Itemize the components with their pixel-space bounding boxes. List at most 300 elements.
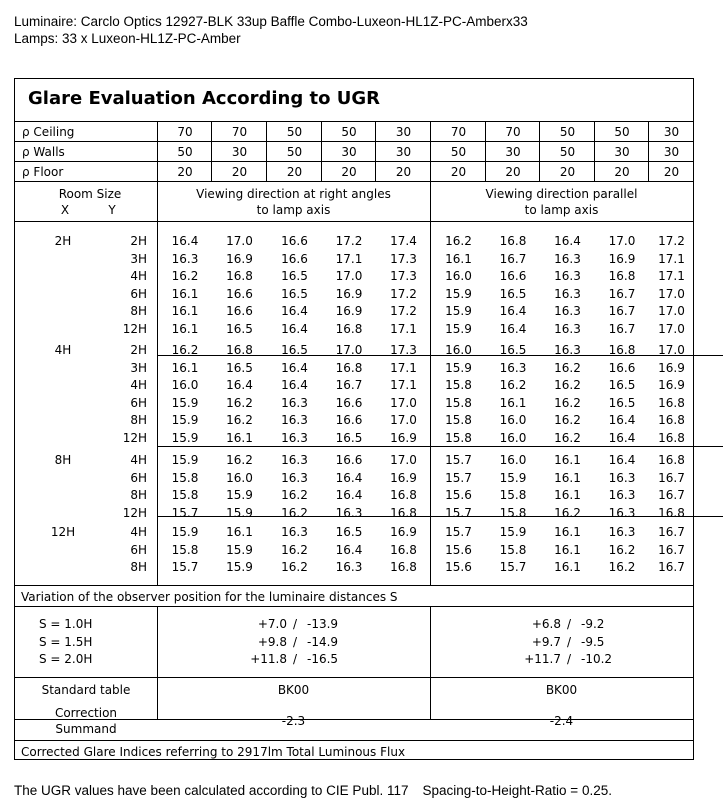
ugr-value: 17.2 [658, 234, 685, 248]
direction-parallel: Viewing direction parallel [485, 187, 638, 201]
distance-label: S = 1.5H [39, 634, 93, 649]
ugr-value: 16.7 [658, 542, 685, 557]
ugr-value: 16.4 [554, 234, 581, 248]
variation-parallel-plus: +9.7 [531, 634, 561, 649]
ugr-value: 16.6 [499, 269, 527, 284]
variation-right-plus: +7.0 [257, 617, 287, 631]
reflectance-value: 30 [341, 145, 357, 159]
ugr-value: 16.4 [281, 304, 308, 319]
ugr-value: 16.0 [499, 431, 527, 445]
room-y-value: 8H [130, 413, 147, 428]
room-y-value: 2H [130, 234, 147, 248]
ugr-value: 16.7 [335, 378, 363, 393]
ugr-value: 15.9 [226, 542, 253, 557]
ugr-value: 16.3 [281, 453, 308, 467]
ugr-value: 16.5 [335, 525, 363, 539]
reflectance-value: 20 [450, 165, 467, 179]
ugr-value: 16.5 [499, 343, 527, 357]
ugr-value: 17.3 [390, 251, 417, 266]
ugr-value: 16.6 [335, 395, 363, 410]
ugr-value: 16.3 [608, 488, 636, 503]
reflectance-value: 20 [177, 165, 193, 179]
ugr-value: 16.3 [281, 431, 308, 445]
ugr-value: 16.2 [608, 542, 636, 557]
ugr-value: 15.8 [445, 413, 472, 428]
variation-parallel-minus: -10.2 [581, 652, 613, 666]
variation-label: Variation of the observer position for the luminaire distances S [21, 590, 398, 604]
x-label: X [60, 203, 70, 217]
ugr-value: 16.2 [554, 413, 581, 428]
ugr-value: 16.1 [226, 525, 253, 539]
ugr-value: 16.5 [335, 431, 363, 445]
variation-separator: / [566, 617, 572, 631]
ugr-value: 16.9 [658, 360, 685, 375]
column-line [157, 606, 158, 719]
column-line [430, 606, 431, 719]
ugr-value: 16.8 [226, 343, 253, 357]
ugr-value: 16.8 [335, 360, 363, 375]
ugr-value: 17.2 [335, 234, 363, 248]
variation-separator: / [292, 652, 298, 666]
ugr-value: 17.1 [658, 269, 685, 284]
ugr-value: 15.8 [499, 542, 527, 557]
ugr-value: 17.1 [390, 360, 417, 375]
ugr-value: 16.4 [608, 413, 636, 428]
ugr-value: 16.3 [171, 251, 199, 266]
ugr-value: 16.1 [554, 525, 581, 539]
ugr-value: 16.7 [658, 560, 685, 575]
ugr-value: 16.2 [281, 560, 308, 575]
ugr-value: 16.2 [281, 542, 308, 557]
ugr-value: 16.9 [658, 378, 685, 393]
reflectance-label: ρ Floor [22, 165, 64, 179]
standard-table-right: BK00 [277, 683, 310, 697]
ugr-value: 16.4 [608, 431, 636, 445]
ugr-value: 15.6 [445, 542, 472, 557]
ugr-value: 16.7 [608, 322, 636, 336]
ugr-value: 16.2 [554, 395, 581, 410]
standard-table-parallel: BK00 [545, 683, 578, 697]
ugr-value: 16.6 [281, 234, 308, 248]
room-x-value: 4H [54, 343, 72, 357]
ugr-value: 16.5 [281, 343, 308, 357]
room-y-value: 8H [130, 304, 147, 319]
room-x-value: 8H [54, 453, 72, 467]
reflectance-value: 50 [286, 125, 303, 139]
reflectance-value: 70 [231, 125, 248, 139]
ugr-value: 16.1 [226, 431, 253, 445]
ugr-value: 16.3 [608, 525, 636, 539]
ugr-value: 16.3 [554, 251, 581, 266]
ugr-value: 17.0 [390, 453, 417, 467]
table-title: Glare Evaluation According to UGR [28, 88, 380, 109]
ugr-value: 16.0 [445, 269, 472, 284]
reflectance-label: ρ Walls [22, 145, 65, 159]
ugr-value: 15.7 [171, 560, 199, 575]
ugr-value: 15.9 [445, 360, 472, 375]
ugr-value: 16.8 [390, 560, 417, 575]
ugr-value: 16.4 [281, 322, 308, 336]
ugr-value: 16.8 [608, 269, 636, 284]
ugr-value: 15.8 [171, 542, 199, 557]
ugr-value: 16.3 [281, 395, 308, 410]
ugr-value: 16.4 [499, 322, 527, 336]
ugr-value: 16.2 [499, 378, 527, 393]
ugr-value: 16.3 [554, 269, 581, 284]
ugr-value: 16.9 [335, 304, 363, 319]
rule-line [15, 677, 693, 678]
ugr-value: 16.8 [658, 395, 685, 410]
reflectance-value: 20 [341, 165, 357, 179]
ugr-value: 16.3 [281, 413, 308, 428]
ugr-value: 17.0 [335, 269, 363, 284]
ugr-value: 16.3 [554, 304, 581, 319]
reflectance-value: 50 [341, 125, 357, 139]
ugr-value: 17.0 [608, 234, 636, 248]
ugr-value: 16.8 [658, 505, 685, 520]
variation-right-plus: +9.8 [257, 634, 287, 649]
reflectance-value: 20 [395, 165, 412, 179]
reflectance-value: 50 [559, 145, 576, 159]
ugr-value: 15.9 [171, 453, 199, 467]
ugr-value: 16.2 [171, 343, 199, 357]
variation-parallel-plus: +11.7 [524, 652, 561, 666]
ugr-value: 16.8 [608, 343, 636, 357]
ugr-value: 15.7 [445, 453, 472, 467]
ugr-value: 15.7 [171, 505, 199, 520]
ugr-value: 17.4 [390, 234, 417, 248]
ugr-value: 16.5 [226, 322, 253, 336]
ugr-value: 16.5 [281, 269, 308, 284]
ugr-value: 16.5 [608, 378, 636, 393]
room-y-value: 6H [130, 470, 147, 485]
ugr-value: 16.6 [608, 360, 636, 375]
ugr-value: 15.8 [499, 488, 527, 503]
room-y-value: 2H [130, 343, 147, 357]
ugr-value: 16.3 [499, 360, 527, 375]
variation-parallel-plus: +6.8 [531, 617, 561, 631]
reflectance-value: 30 [395, 125, 412, 139]
reflectance-value: 20 [614, 165, 630, 179]
ugr-value: 16.2 [554, 360, 581, 375]
room-y-value: 3H [130, 360, 147, 375]
room-y-value: 4H [130, 453, 147, 467]
ugr-value: 15.9 [445, 286, 472, 301]
ugr-value: 16.2 [554, 378, 581, 393]
ugr-value: 16.1 [554, 560, 581, 575]
room-y-value: 4H [130, 269, 147, 284]
ugr-value: 15.9 [226, 488, 253, 503]
ugr-value: 16.3 [335, 505, 363, 520]
reflectance-value: 50 [559, 125, 576, 139]
reflectance-value: 50 [614, 125, 630, 139]
distance-label: S = 1.0H [39, 617, 93, 631]
ugr-value: 15.9 [171, 413, 199, 428]
ugr-value: 16.3 [608, 470, 636, 485]
ugr-value: 16.2 [281, 505, 308, 520]
ugr-value: 16.2 [608, 560, 636, 575]
variation-right-minus: -13.9 [307, 617, 339, 631]
ugr-value: 16.9 [608, 251, 636, 266]
ugr-value: 16.5 [608, 395, 636, 410]
room-y-value: 3H [130, 251, 147, 266]
room-y-value: 8H [130, 488, 147, 503]
reflectance-value: 30 [663, 125, 680, 139]
ugr-value: 16.2 [445, 234, 472, 248]
ugr-value: 17.2 [390, 304, 417, 319]
reflectance-value: 50 [177, 145, 193, 159]
room-x-value: 2H [54, 234, 72, 248]
variation-right-plus: +11.8 [250, 652, 287, 666]
ugr-value: 15.7 [445, 470, 472, 485]
ugr-value: 16.1 [499, 395, 527, 410]
reflectance-value: 30 [231, 145, 248, 159]
ugr-value: 15.6 [445, 488, 472, 503]
ugr-value: 16.1 [554, 542, 581, 557]
ugr-value: 17.0 [658, 304, 685, 319]
ugr-calc-note: The UGR values have been calculated according to CIE Publ. 117 [14, 783, 409, 798]
ugr-value: 16.9 [390, 470, 417, 485]
ugr-value: 15.8 [171, 470, 199, 485]
reflectance-value: 70 [505, 125, 521, 139]
ugr-value: 16.5 [281, 286, 308, 301]
room-y-value: 4H [130, 525, 147, 539]
ugr-value: 16.6 [335, 453, 363, 467]
ugr-value: 16.7 [608, 304, 636, 319]
rule-line [15, 141, 693, 142]
reflectance-value: 30 [663, 145, 680, 159]
ugr-value: 16.1 [171, 286, 199, 301]
ugr-value: 17.2 [390, 286, 417, 301]
ugr-value: 16.8 [390, 505, 417, 520]
direction-right-angles: Viewing direction at right angles [196, 187, 391, 201]
ugr-value: 16.1 [554, 488, 581, 503]
room-y-value: 12H [122, 431, 147, 445]
reflectance-value: 20 [663, 165, 680, 179]
ugr-value: 16.7 [658, 488, 685, 503]
ugr-value: 16.8 [390, 488, 417, 503]
ugr-value: 16.0 [226, 470, 253, 485]
variation-separator: / [566, 652, 572, 666]
ugr-value: 16.1 [171, 322, 199, 336]
ugr-value: 15.8 [445, 378, 472, 393]
ugr-value: 15.9 [499, 470, 527, 485]
ugr-value: 17.1 [390, 322, 417, 336]
ugr-value: 16.6 [226, 286, 253, 301]
room-size-label: Room Size [58, 187, 122, 201]
ugr-value: 16.7 [658, 470, 685, 485]
ugr-value: 17.1 [390, 378, 417, 393]
room-y-value: 8H [130, 560, 147, 575]
ugr-value: 16.4 [226, 378, 253, 393]
ugr-value: 17.1 [335, 251, 363, 266]
ugr-value: 16.0 [445, 343, 472, 357]
room-y-value: 12H [122, 322, 147, 336]
spacing-ratio: Spacing-to-Height-Ratio = 0.25. [422, 783, 612, 798]
ugr-value: 16.5 [499, 286, 527, 301]
ugr-value: 16.9 [390, 525, 417, 539]
ugr-value: 17.0 [390, 413, 417, 428]
rule-line [15, 606, 693, 607]
variation-parallel-minus: -9.2 [581, 617, 605, 631]
lamps-line: Lamps: 33 x Luxeon-HL1Z-PC-Amber [14, 31, 241, 46]
ugr-value: 16.2 [226, 413, 253, 428]
ugr-value: 16.0 [499, 453, 527, 467]
reflectance-value: 20 [505, 165, 521, 179]
ugr-value: 16.4 [608, 453, 636, 467]
room-y-value: 12H [122, 505, 147, 520]
ugr-value: 16.3 [554, 322, 581, 336]
ugr-value: 16.6 [335, 413, 363, 428]
variation-right-minus: -14.9 [307, 634, 339, 649]
rule-line [15, 221, 693, 222]
ugr-value: 16.8 [390, 542, 417, 557]
y-label: Y [108, 203, 116, 217]
ugr-value: 16.0 [171, 378, 199, 393]
ugr-value: 15.8 [445, 431, 472, 445]
ugr-value: 15.9 [171, 431, 199, 445]
rule-line [15, 585, 693, 586]
ugr-value: 15.7 [445, 525, 472, 539]
reflectance-label: ρ Ceiling [22, 125, 75, 139]
reflectance-value: 70 [177, 125, 193, 139]
room-y-value: 6H [130, 286, 147, 301]
ugr-value: 15.9 [499, 525, 527, 539]
rule-line [15, 161, 693, 162]
ugr-value: 16.9 [226, 251, 253, 266]
ugr-value: 15.6 [445, 560, 472, 575]
reflectance-value: 50 [286, 145, 303, 159]
ugr-value: 16.8 [335, 322, 363, 336]
ugr-value: 16.2 [554, 431, 581, 445]
reflectance-value: 20 [559, 165, 576, 179]
rule-line [15, 740, 693, 741]
reflectance-value: 30 [614, 145, 630, 159]
reflectance-value: 30 [395, 145, 412, 159]
ugr-value: 17.0 [335, 343, 363, 357]
rule-line [15, 121, 693, 122]
ugr-value: 16.4 [171, 234, 199, 248]
ugr-value: 16.8 [226, 269, 253, 284]
correction-label: Correction [54, 706, 118, 720]
rule-line [15, 181, 693, 182]
ugr-value: 16.2 [171, 269, 199, 284]
ugr-value: 16.1 [554, 453, 581, 467]
ugr-value: 17.0 [658, 286, 685, 301]
ugr-value: 16.4 [335, 488, 363, 503]
ugr-value: 16.2 [226, 395, 253, 410]
ugr-value: 16.2 [554, 505, 581, 520]
ugr-value: 16.4 [335, 470, 363, 485]
luminaire-line: Luminaire: Carclo Optics 12927-BLK 33up Baffle Combo-Luxeon-HL1Z-PC-Amberx33 [14, 14, 528, 29]
ugr-value: 16.3 [608, 505, 636, 520]
ugr-value: 16.6 [226, 304, 253, 319]
ugr-value: 15.8 [171, 488, 199, 503]
ugr-value: 16.0 [499, 413, 527, 428]
ugr-table [14, 78, 694, 760]
distance-label: S = 2.0H [39, 652, 93, 666]
ugr-value: 16.1 [171, 360, 199, 375]
ugr-value: 17.0 [390, 395, 417, 410]
correction-right: -2.3 [281, 714, 306, 728]
ugr-value: 17.1 [658, 251, 685, 266]
ugr-value: 16.8 [499, 234, 527, 248]
ugr-value: 16.4 [499, 304, 527, 319]
ugr-value: 15.9 [226, 560, 253, 575]
standard-table-label: Standard table [41, 683, 131, 697]
ugr-value: 16.3 [335, 560, 363, 575]
ugr-value: 16.3 [554, 343, 581, 357]
reflectance-value: 30 [505, 145, 521, 159]
ugr-value: 17.0 [658, 322, 685, 336]
ugr-value: 16.3 [554, 286, 581, 301]
variation-separator: / [292, 634, 298, 649]
flux-note: Corrected Glare Indices referring to 2917lm Total Luminous Flux [21, 745, 406, 759]
variation-separator: / [292, 617, 298, 631]
ugr-value: 16.6 [281, 251, 308, 266]
variation-separator: / [566, 634, 572, 649]
ugr-value: 16.3 [281, 470, 308, 485]
ugr-value: 15.9 [171, 525, 199, 539]
ugr-value: 16.7 [658, 525, 685, 539]
ugr-value: 16.4 [335, 542, 363, 557]
footer [14, 783, 612, 798]
ugr-value: 15.9 [171, 395, 199, 410]
ugr-value: 16.1 [445, 251, 472, 266]
ugr-value: 17.3 [390, 343, 417, 357]
ugr-value: 16.9 [335, 286, 363, 301]
room-y-value: 6H [130, 542, 147, 557]
ugr-value: 16.8 [658, 453, 685, 467]
room-y-value: 6H [130, 395, 147, 410]
ugr-value: 16.8 [658, 431, 685, 445]
ugr-value: 16.4 [281, 378, 308, 393]
ugr-value: 15.9 [445, 304, 472, 319]
ugr-value: 17.0 [658, 343, 685, 357]
room-y-value: 4H [130, 378, 147, 393]
reflectance-value: 20 [231, 165, 248, 179]
correction-label: Summand [55, 722, 117, 736]
variation-parallel-minus: -9.5 [581, 634, 605, 649]
direction-parallel: to lamp axis [524, 203, 599, 217]
ugr-value: 17.0 [226, 234, 253, 248]
ugr-value: 15.8 [445, 395, 472, 410]
ugr-value: 15.9 [445, 322, 472, 336]
ugr-value: 16.7 [499, 251, 527, 266]
reflectance-value: 50 [450, 145, 467, 159]
ugr-value: 15.9 [226, 505, 253, 520]
ugr-value: 16.4 [281, 360, 308, 375]
variation-right-minus: -16.5 [307, 652, 339, 666]
direction-right-angles: to lamp axis [256, 203, 331, 217]
rule-line [157, 446, 723, 447]
ugr-value: 16.9 [390, 431, 417, 445]
room-x-value: 12H [50, 525, 76, 539]
ugr-value: 15.8 [499, 505, 527, 520]
reflectance-value: 70 [450, 125, 467, 139]
ugr-value: 16.2 [281, 488, 308, 503]
ugr-value: 16.5 [226, 360, 253, 375]
ugr-value: 16.2 [226, 453, 253, 467]
ugr-value: 15.7 [445, 505, 472, 520]
ugr-value: 16.7 [608, 286, 636, 301]
ugr-value: 16.1 [171, 304, 199, 319]
ugr-value: 16.3 [281, 525, 308, 539]
reflectance-value: 20 [286, 165, 303, 179]
ugr-value: 16.1 [554, 470, 581, 485]
ugr-value: 15.7 [499, 560, 527, 575]
ugr-value: 16.8 [658, 413, 685, 428]
